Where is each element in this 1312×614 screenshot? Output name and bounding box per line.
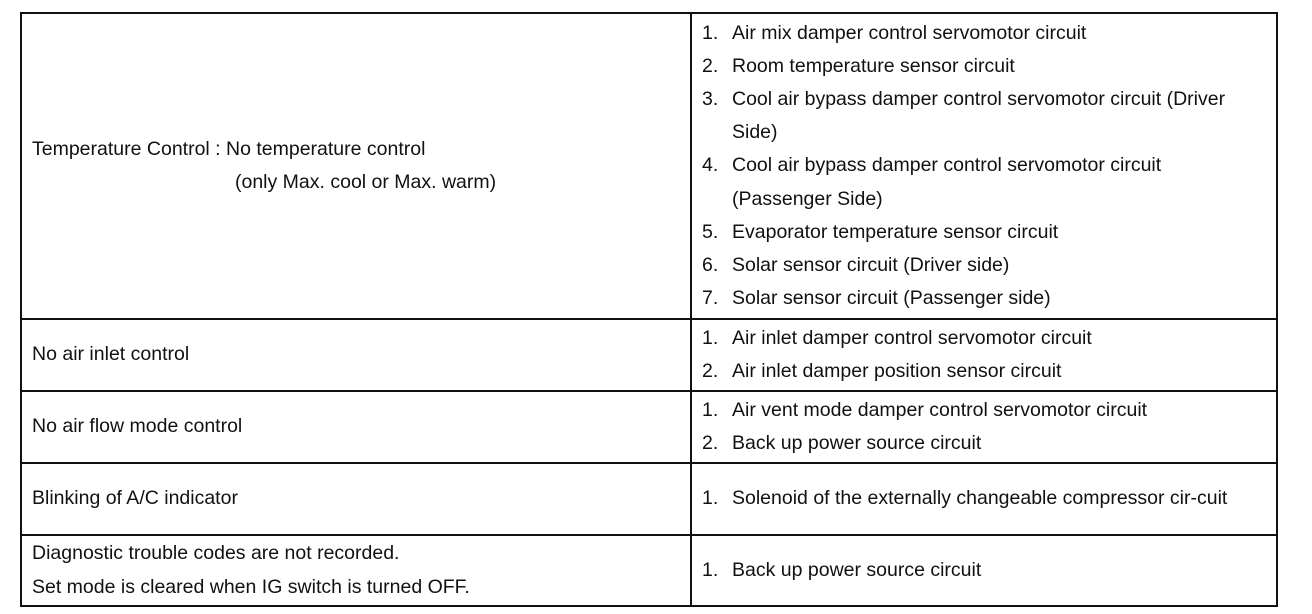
cause-text: Room temperature sensor circuit [732, 54, 1015, 77]
cause-item [702, 282, 1256, 315]
cause-number: 7. [702, 287, 719, 310]
symptom-cell [21, 319, 691, 391]
cause-list [702, 394, 1256, 460]
cause-text: Solar sensor circuit (Driver side) [732, 254, 1010, 276]
symptom-text: No air flow mode control [32, 415, 243, 438]
cause-item [702, 322, 1256, 355]
cause-number: 1. [702, 558, 719, 581]
table-row [21, 391, 1277, 463]
table-row [21, 319, 1277, 391]
cause-number: 4. [702, 154, 719, 177]
cause-number: 6. [702, 254, 719, 276]
cause-text: Air mix damper control servomotor circuit [732, 21, 1087, 44]
table-row [21, 463, 1277, 535]
symptom-cell [21, 391, 691, 463]
cause-cell [691, 319, 1277, 391]
symptom-cell [21, 535, 691, 606]
cause-cell [691, 391, 1277, 463]
cause-item [702, 427, 1256, 460]
cause-cell [691, 13, 1277, 319]
cause-list [702, 322, 1256, 388]
cause-item [702, 554, 1256, 587]
cause-item [702, 83, 1256, 149]
cause-number: 1. [702, 398, 719, 421]
table-row [21, 535, 1277, 606]
cause-text: Air vent mode damper control servomotor circuit [732, 398, 1148, 421]
symptom-cell [21, 463, 691, 535]
cause-text: Back up power source circuit [732, 558, 982, 581]
cause-number: 3. [702, 87, 719, 110]
cause-number: 5. [702, 220, 719, 243]
symptom-text: Temperature Control : No temperature control [32, 137, 426, 160]
cause-item [702, 50, 1256, 83]
symptom-text: (only Max. cool or Max. warm) [235, 171, 497, 193]
cause-list [702, 554, 1256, 587]
cause-item [702, 355, 1256, 388]
cause-text: Evaporator temperature sensor circuit [732, 220, 1059, 243]
cause-cell [691, 463, 1277, 535]
symptom-text: Diagnostic trouble codes are not recorded. [32, 542, 400, 565]
table-row [21, 13, 1277, 319]
cause-text: Cool air bypass damper control servomotor circuit (Driver Side) [732, 87, 1226, 144]
symptom-text: Set mode is cleared when IG switch is turned OFF. [32, 575, 470, 598]
cause-item [702, 17, 1256, 50]
cause-item [702, 482, 1256, 515]
cause-number: 1. [702, 487, 719, 510]
cause-text: Back up power source circuit [732, 432, 982, 454]
symptom-cell [21, 13, 691, 319]
cause-cell [691, 535, 1277, 606]
cause-text: Air inlet damper position sensor circuit [732, 360, 1062, 382]
cause-list [702, 17, 1256, 316]
cause-list [702, 482, 1256, 515]
cause-text: Solenoid of the externally changeable compressor cir-cuit [732, 487, 1228, 510]
cause-text: Solar sensor circuit (Passenger side) [732, 287, 1051, 310]
cause-text: Air inlet damper control servomotor circuit [732, 326, 1092, 349]
symptom-cause-table [20, 12, 1278, 607]
cause-item [702, 149, 1256, 215]
cause-item [702, 394, 1256, 427]
symptom-text: Blinking of A/C indicator [32, 487, 238, 510]
cause-number: 1. [702, 326, 719, 349]
symptom-text: No air inlet control [32, 343, 190, 366]
cause-item [702, 216, 1256, 249]
cause-number: 1. [702, 21, 719, 44]
cause-number: 2. [702, 432, 719, 454]
cause-number: 2. [702, 360, 719, 382]
cause-number: 2. [702, 54, 719, 77]
cause-item [702, 249, 1256, 282]
cause-text: Cool air bypass damper control servomotor circuit (Passenger Side) [732, 154, 1162, 210]
